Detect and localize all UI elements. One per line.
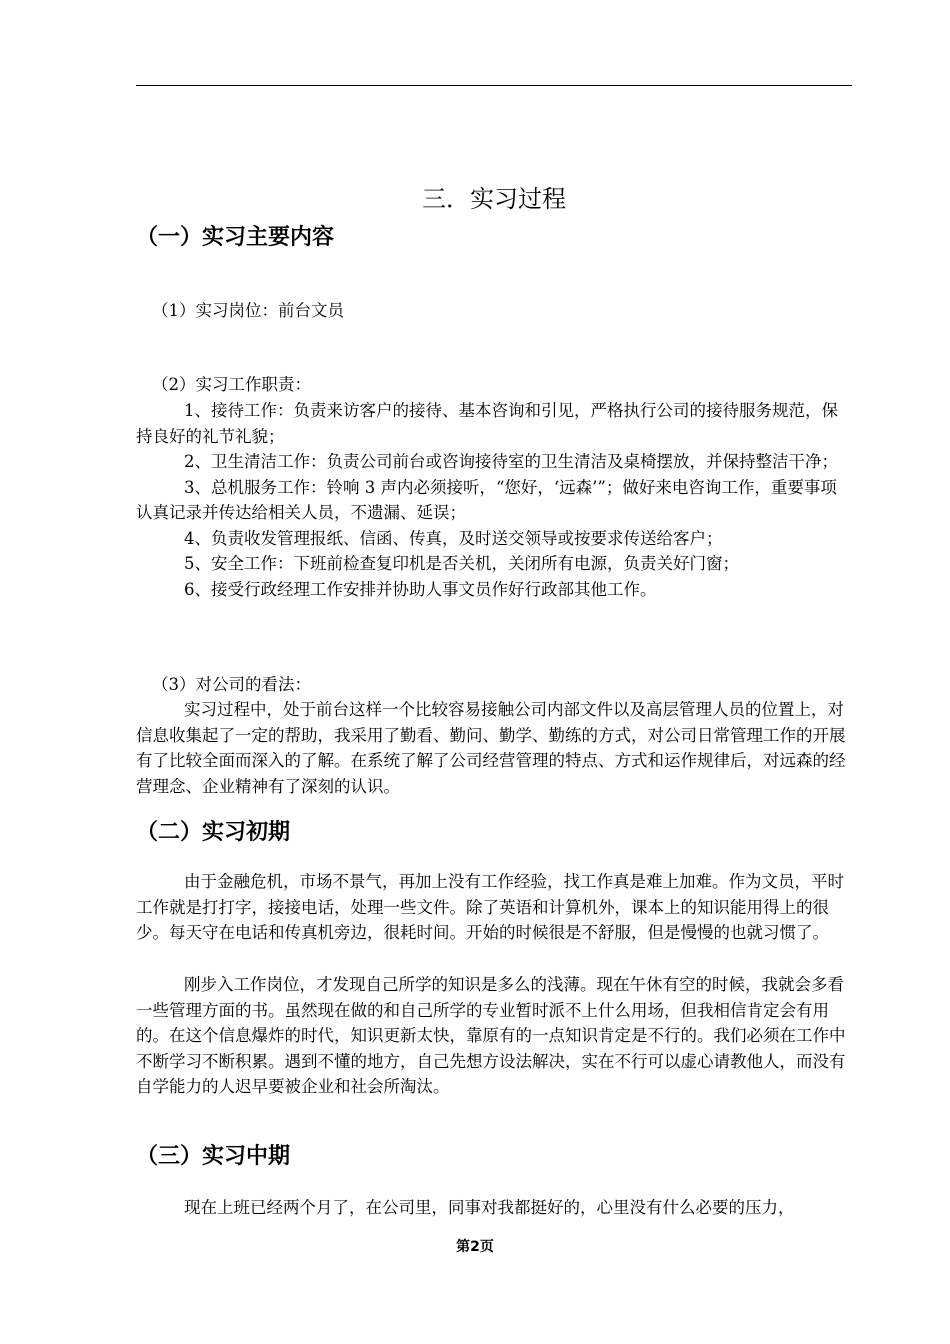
duty-item: 4、负责收发管理报纸、信函、传真，及时送交领导或按要求传送给客户；	[184, 528, 723, 548]
section-heading-1: （一）实习主要内容	[136, 225, 335, 250]
position-label: （1）实习岗位：前台文员	[152, 301, 344, 320]
chapter-title: 三．实习过程	[422, 185, 566, 213]
duty-item: 3、总机服务工作：铃响 3 声内必须接听，“您好，‘远森’”；做好来电咨询工作，重要事项认真记录并传达给相关人员，不遗漏、延误；	[136, 477, 837, 522]
paragraph: 刚步入工作岗位，才发现自己所学的知识是多么的浅薄。现在午休有空的时候，我就会多看一些管理方面的书。虽然现在做的和自己所学的专业暂时派不上什么用场，但我相信肯定会有用的。在这个信息爆炸的时代，知识更新太快，靠原有的一点知识肯定是不行的。我们必须在工作中不断学习不断积累。遇到不懂的地方，自己先想方设法解决，实在不行可以虚心请教他人，而没有自学能力的人迟早要被企业和社会所淘汰。	[136, 975, 846, 1096]
view-paragraph: 实习过程中，处于前台这样一个比较容易接触公司内部文件以及高层管理人员的位置上，对信息收集起了一定的帮助，我采用了勤看、勤问、勤学、勤练的方式，对公司日常管理工作的开展有了比较全面而深入的了解。在系统了解了公司经营管理的特点、方式和运作规律后，对远森的经营理念、企业精神有了深刻的认识。	[136, 700, 846, 796]
duties-label: （2）实习工作职责：	[152, 375, 311, 394]
section-heading-3: （三）实习中期	[136, 1144, 291, 1169]
duty-item: 2、卫生清洁工作：负责公司前台或咨询接待室的卫生清洁及桌椅摆放，并保持整洁干净；	[184, 452, 838, 471]
duties-list	[136, 398, 852, 602]
paragraph: 现在上班已经两个月了，在公司里，同事对我都挺好的，心里没有什么必要的压力，	[184, 1198, 795, 1217]
page-number: 第2页	[456, 1239, 494, 1255]
duty-item: 5、安全工作：下班前检查复印机是否关机，关闭所有电源，负责关好门窗；	[184, 554, 739, 573]
duty-item: 1、接待工作：负责来访客户的接待、基本咨询和引见，严格执行公司的接待服务规范，保持良好的礼节礼貌；	[136, 401, 838, 446]
header-rule	[136, 85, 852, 86]
section-heading-2: （二）实习初期	[136, 820, 291, 845]
duty-item: 6、接受行政经理工作安排并协助人事文员作好行政部其他工作。	[184, 579, 657, 599]
paragraph: 由于金融危机，市场不景气，再加上没有工作经验，找工作真是难上加难。作为文员，平时工作就是打打字，接接电话，处理一些文件。除了英语和计算机外，课本上的知识能用得上的很少。每天守在电话和传真机旁边，很耗时间。开始的时候很是不舒服，但是慢慢的也就习惯了。	[136, 872, 844, 942]
view-label: （3）对公司的看法：	[152, 675, 311, 694]
